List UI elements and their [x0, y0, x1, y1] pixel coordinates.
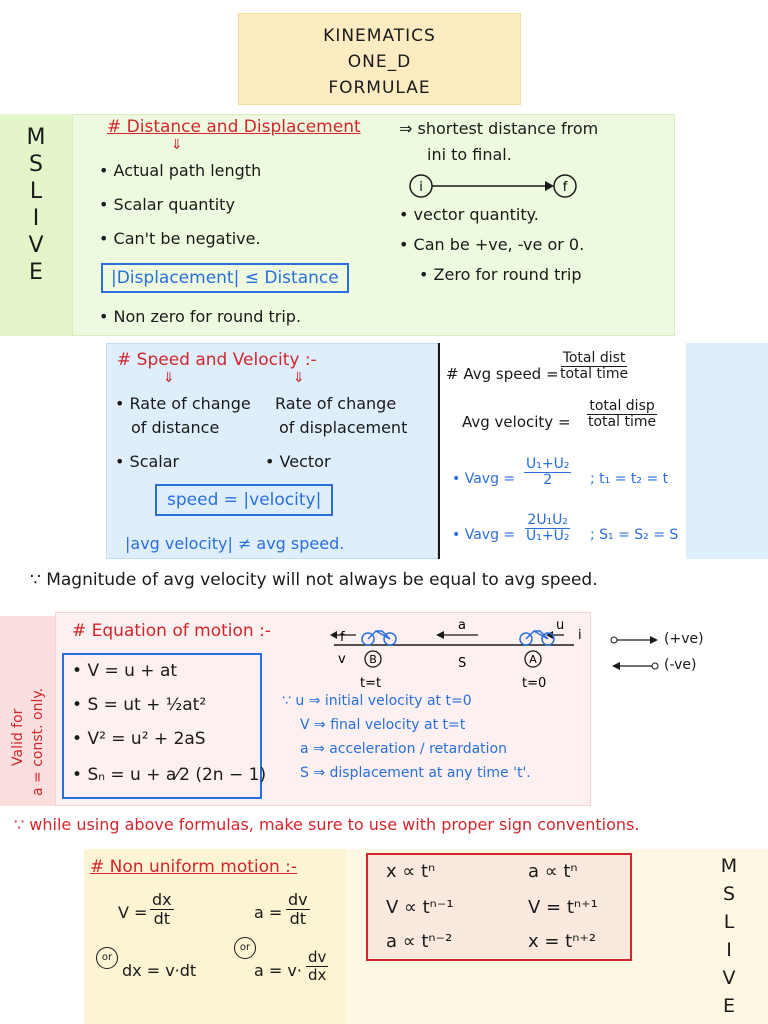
diagram-u-label: u [556, 618, 565, 633]
dx-equation: dx = v·dt [122, 961, 197, 980]
distance-displacement-section [72, 114, 675, 336]
speed-heading: # Speed and Velocity :- [117, 350, 317, 370]
brand-letter: M [26, 125, 46, 150]
distance-bullet: • Actual path length [99, 161, 262, 180]
equation: • Sₙ = u + a⁄2 (2n − 1) [72, 765, 267, 785]
displacement-bullet: • Can be +ve, -ve or 0. [399, 235, 585, 254]
down-arrow-icon: ⇓ [163, 370, 175, 386]
displacement-bullet: • vector quantity. [399, 205, 539, 224]
velocity-derivative-left: V = [118, 903, 148, 922]
avg-velocity-speed-inequality: |avg velocity| ≠ avg speed. [125, 534, 345, 553]
acceleration-chain-left: a = v· [254, 961, 302, 980]
down-arrow-icon: ⇓ [171, 137, 183, 153]
diagram-a-point-label: A [529, 653, 537, 666]
sign-convention-note: ∵ while using above formulas, make sure to use with proper sign conventions. [14, 815, 640, 834]
equation: • V = u + at [72, 661, 178, 681]
velocity-definition-2: of displacement [279, 418, 408, 437]
velocity-numerator: dx [152, 890, 172, 909]
brand-letter: I [32, 206, 40, 231]
diagram-a-label: a [458, 618, 466, 633]
speed-type: • Scalar [115, 452, 180, 471]
vavg-1-label: • Vavg = [452, 471, 516, 487]
proportionality-item: V ∝ tⁿ⁻¹ [386, 897, 454, 918]
distance-bullet: • Scalar quantity [99, 195, 235, 214]
non-uniform-motion-section [84, 849, 346, 1024]
brand-letter: L [29, 179, 43, 204]
proportionality-item: x = tⁿ⁺² [528, 931, 597, 952]
negative-direction-label: (-ve) [664, 657, 697, 673]
motion-diagram [328, 615, 590, 695]
speed-definition: • Rate of change [115, 394, 251, 413]
point-i-label: i [419, 180, 423, 195]
avg-velocity-fraction [586, 399, 658, 431]
vavg-2-denominator: U₁+U₂ [526, 528, 570, 545]
diagram-v-label: v [338, 652, 346, 667]
vavg-1-condition: ; t₁ = t₂ = t [590, 471, 669, 487]
legend-item: a ⇒ acceleration / retardation [300, 741, 507, 757]
diagram-tb-label: t=t [360, 676, 382, 691]
displacement-vector-diagram [409, 171, 579, 201]
direction-arrows [610, 628, 660, 678]
avg-velocity-note: ∵ Magnitude of avg velocity will not always be equal to avg speed. [30, 570, 598, 590]
brand-vertical-right [706, 852, 752, 1020]
down-arrow-icon: ⇓ [293, 370, 305, 386]
non-uniform-heading: # Non uniform motion :- [90, 857, 298, 877]
title-line-2: ONE_D [347, 52, 412, 72]
velocity-definition: Rate of change [275, 394, 397, 413]
acceleration-denominator: dt [289, 908, 307, 928]
diagram-i-label: i [578, 628, 582, 643]
avg-velocity-numerator: total disp [589, 398, 655, 414]
displacement-distance-relation: |Displacement| ≤ Distance [101, 263, 349, 293]
proportionality-item: a ∝ tⁿ [528, 861, 578, 882]
distance-footer-bullet: • Non zero for round trip. [99, 307, 302, 326]
vavg-1-denominator: 2 [543, 472, 553, 489]
brand-letter: M [720, 855, 738, 877]
brand-letter: S [722, 883, 736, 905]
validity-label: Valid for [10, 708, 26, 766]
or-badge: or [96, 947, 118, 969]
legend-item: S ⇒ displacement at any time 't'. [300, 765, 531, 781]
legend-item: ∵ u ⇒ initial velocity at t=0 [282, 693, 472, 709]
diagram-s-label: S [458, 656, 467, 671]
validity-label-2: a = const. only. [30, 687, 46, 796]
diagram-ta-label: t=0 [522, 676, 547, 691]
shortest-distance-text: ⇒ shortest distance from [399, 119, 599, 138]
avg-formulas-section [438, 343, 686, 559]
vavg-1-fraction [524, 457, 571, 489]
acceleration-numerator: dv [288, 890, 308, 909]
equation-of-motion-section [55, 612, 591, 806]
brand-letter: E [722, 995, 735, 1017]
avg-speed-denominator: total time [560, 366, 629, 383]
acceleration-derivative-left: a = [254, 903, 283, 922]
point-f-label: f [562, 180, 568, 195]
proportionality-item: a ∝ tⁿ⁻² [386, 931, 453, 952]
acceleration-chain-denominator: dx [308, 965, 327, 984]
vavg-2-numerator: 2U₁U₂ [527, 512, 569, 528]
validity-side-panel [0, 616, 55, 806]
legend-item: V ⇒ final velocity at t=t [300, 717, 466, 733]
bicycle-a-icon [520, 631, 554, 645]
speed-velocity-section [106, 343, 438, 559]
proportionality-item: V = tⁿ⁺¹ [528, 897, 598, 918]
avg-velocity-label: Avg velocity = [462, 413, 571, 431]
diagram-f-label: f [340, 630, 345, 645]
avg-velocity-denominator: total time [588, 414, 657, 431]
speed-velocity-relation: speed = |velocity| [155, 484, 333, 516]
equation: • V² = u² + 2aS [72, 729, 206, 749]
vavg-2-fraction [524, 513, 571, 545]
acceleration-derivative-fraction [286, 891, 310, 927]
distance-bullet: • Can't be negative. [99, 229, 261, 248]
brand-letter: E [29, 260, 43, 285]
distance-heading: # Distance and Displacement [107, 117, 361, 137]
vavg-2-condition: ; S₁ = S₂ = S [590, 527, 679, 543]
brand-vertical-left [0, 114, 72, 336]
shortest-distance-text-2: ini to final. [427, 145, 512, 164]
positive-direction-label: (+ve) [664, 631, 704, 647]
velocity-derivative-fraction [150, 891, 174, 927]
brand-letter: V [28, 233, 44, 258]
avg-speed-label: # Avg speed = [446, 365, 559, 383]
brand-letter: L [723, 911, 735, 933]
equations-box [62, 653, 267, 799]
brand-letter: V [722, 967, 736, 989]
proportionality-item: x ∝ tⁿ [386, 861, 436, 882]
equation: • S = ut + ½at² [72, 695, 207, 715]
acceleration-chain-fraction [306, 949, 328, 983]
speed-side-panel [686, 343, 768, 559]
vavg-2-label: • Vavg = [452, 527, 516, 543]
brand-letter: S [29, 152, 43, 177]
avg-speed-numerator: Total dist [562, 350, 626, 366]
title-box [238, 13, 521, 105]
diagram-b-label: B [369, 653, 377, 666]
motion-heading: # Equation of motion :- [72, 621, 271, 641]
velocity-type: • Vector [265, 452, 331, 471]
bicycle-b-icon [362, 631, 396, 645]
speed-definition-2: of distance [131, 418, 220, 437]
velocity-denominator: dt [153, 908, 171, 928]
vavg-1-numerator: U₁+U₂ [526, 456, 570, 472]
acceleration-chain-numerator: dv [308, 948, 327, 966]
or-badge: or [234, 937, 256, 959]
displacement-bullet: • Zero for round trip [419, 265, 582, 284]
title-line-1: KINEMATICS [323, 26, 436, 46]
title-line-3: FORMULAE [328, 78, 431, 98]
avg-speed-fraction [558, 351, 630, 383]
proportionality-box [366, 853, 632, 961]
brand-letter: I [726, 939, 732, 961]
